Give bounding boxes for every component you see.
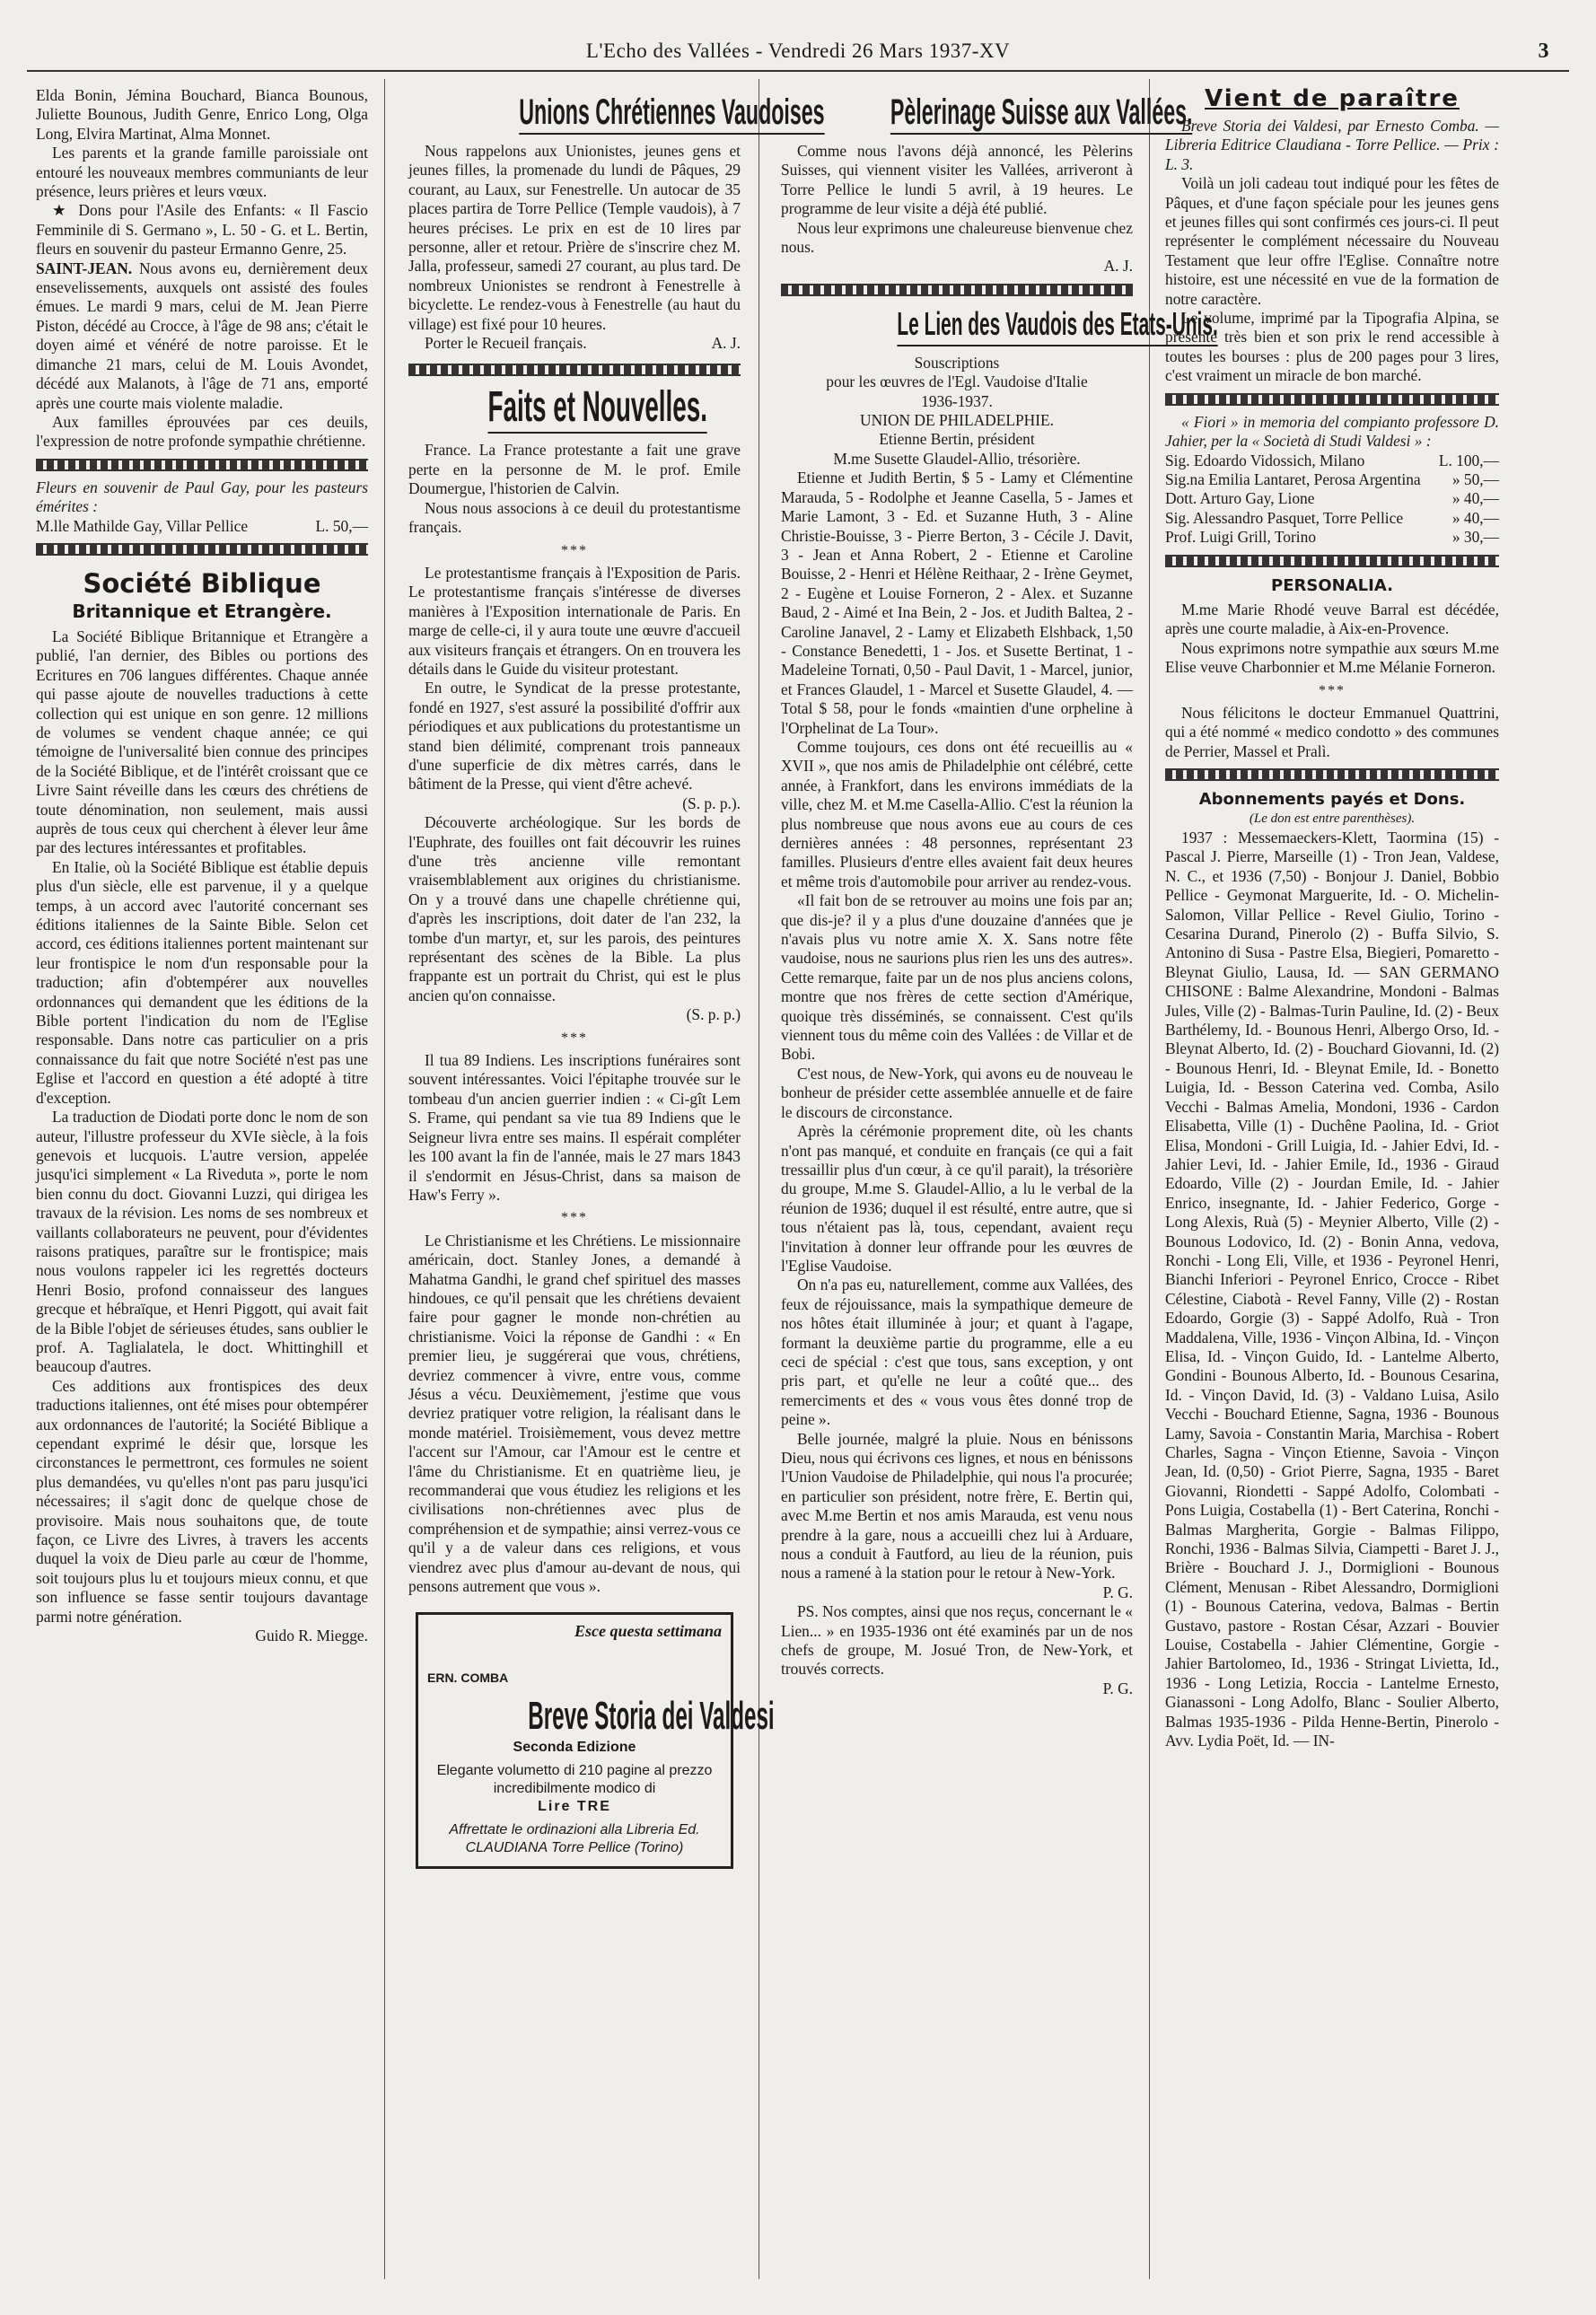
paragraph bbox=[36, 259, 368, 413]
article-title bbox=[781, 92, 1193, 135]
book-advertisement bbox=[416, 1612, 775, 1868]
paragraph-text: Nous avons eu, dernièrement deux ensevelissements, auxquels ont assisté des foules émues. Le mardi 9 mars, celui de M. Jean Pierre Piston, décédé au Crocce, à l'âge de 98 ans; c'était le doyen aimé et vénéré de notre paroisse. Et le dimanche 21 mars, celui de M. Louis Avondet, décédé aux Malanots, à l'âge de 71 ans, emporté après une courte mais violente maladie. bbox=[36, 259, 368, 412]
paragraph-text: Porter le Recueil français. bbox=[425, 334, 587, 353]
signature: A. J. bbox=[711, 334, 741, 353]
paragraph: Etienne et Judith Bertin, $ 5 - Lamy et Clémentine Marauda, 5 - Rodolphe et Jeanne Casella, 5 - James et Marie Lamont, 3 - Ed. et Suzanne Huth, 3 - Aline Christie-Bouisse, 3 - Pierre Berton, 3 - Cécile J. Davit, 3 - Jean et Anna Robert, 2 - Etienne et Caroline Bouisse, 2 - Henri et Hélène Reithaar, 2 - Irène Geymet, 2 - Eugène et Louise Forneron, 2 - Alex. et Suzanne Baud, 2 - Aimé et Ina Bein, 2 - Jos. et Judith Baltea, 2 - Caroline Janavel, 2 - Lamy et Elizabeth Elshback, 1,50 - Constance Benedetti, 1 - Jos. et Susette Bertinat, 1 - Madeleine Tornati, 0,50 - Paul Davit, 1 - Marcel, junior, et Frances Glaudel, 1 - Marcel et Susette Glaudel, 4. — Total $ 58, pour le fonds «maintien d'une orpheline à l'Orphelinat de La Tour». bbox=[781, 469, 1133, 737]
article-title: Société Biblique bbox=[83, 567, 321, 599]
paragraph: Il tua 89 Indiens. Les inscriptions funéraires sont souvent intéressantes. Voici l'épitaphe trouvée sur le tombeau d'un ancien guerrier indien : « Ci-gît Lem S. Frame, qui pendant sa vie tua 89 Indiens que le Seigneur livra entre ses mains. Il espérait compléter les 100 avant la fin de l'année, mais le 27 mars 1843 il s'endormit en Jésus-Christ, dans sa maison de Haw's Ferry ». bbox=[408, 1051, 741, 1204]
paragraph: On n'a pas eu, naturellement, comme aux Vallées, des feux de réjouissance, mais la sympathique demeure de nos hôtes était illuminée à jour; et quant à l'agape, formant la deuxième partie du programme, elle a eu ceci de spécial : c'est que tous, sans exception, y ont pris part, et qu'elle ne leur a coûté que... des remerciments et des « vous vous êtes donné trop de peine ». bbox=[781, 1276, 1133, 1429]
header-rule bbox=[27, 70, 1569, 72]
paragraph: Le protestantisme français à l'Exposition de Paris. Le protestantisme français s'intéresse de diverses manières à l'Exposition internationale de Paris. En marge de celle-ci, il y aura toute une œuvre d'accueil aux visiteurs français et étrangers. On en trouvera les détails dans le Guide du visiteur protestant. bbox=[408, 563, 741, 678]
paragraph: Comme toujours, ces dons ont été recueillis au « XVII », que nos amis de Philadelphie ont célébré, cette année, à Frankfort, dans les environs immédiats de la ville, chez M. et M.me Casella-Allio. C'est la réunion la plus nombreuse que nous avons eue au cours de ces dernières années : 48 personnes, représentant 23 familles. Plusieurs d'entre elles avaient fait deux heures et même trois d'automobile pour arriver au rendez-vous. bbox=[781, 737, 1133, 890]
donation-amount: » 50,— bbox=[1451, 469, 1499, 488]
donation-amount: » 40,— bbox=[1451, 489, 1499, 508]
subheading: UNION DE PHILADELPHIE. bbox=[860, 411, 1054, 430]
column-1 bbox=[36, 86, 368, 2261]
donation-amount: » 40,— bbox=[1451, 508, 1499, 527]
paragraph: Elda Bonin, Jémina Bouchard, Bianca Bounous, Juliette Bounous, Judith Genre, Enrico Long, Olga Long, Elvira Martinat, Alma Monnet. bbox=[36, 86, 368, 143]
ad-title bbox=[427, 1693, 775, 1739]
column-2 bbox=[408, 86, 825, 2261]
paragraph: Fleurs en souvenir de Paul Gay, pour les pasteurs émérites : bbox=[36, 478, 368, 516]
article-title bbox=[781, 303, 1218, 346]
paragraph: Ces additions aux frontispices des deux traductions italiennes, ont été mises pour obtempérer aux ordonnances de l'autorité; la Société Biblique a cependant exprimé le désir que, lorsque les circonstances le permettront, ces formules ne soient plus demandées, vu qu'elles n'ont pas paru jusqu'ici nécessaires; il s'agit donc de quelque chose de provisoire. Mais nous souhaitons que, de toute façon, ce Livre des Livres, à travers les accents duquel la voix de Dieu parle au cœur de l'homme, soit toujours plus lu et toujours mieux connu, et que son influence se fasse sentir toujours davantage parmi notre génération. bbox=[36, 1376, 368, 1626]
paragraph: PS. Nos comptes, ainsi que nos reçus, concernant le « Lien... » en 1935-1936 ont été examinés par un de nos chefs de groupe, M. Josué Tron, de New-York, et trouvés corrects. bbox=[781, 1602, 1133, 1679]
donor-name: Dott. Arturo Gay, Lione bbox=[1165, 489, 1315, 508]
paragraph: Nous rappelons aux Unionistes, jeunes gens et jeunes filles, la promenade du lundi de Pâques, 29 courant, au Laux, sur Fenestrelle. Un autocar de 35 places partira de Torre Pellice (Temple vaudois), à 7 heures précises. Le prix en est de 10 lires par personne, aller et retour. Prière de s'inscrire chez M. Jalla, professeur, samedi 27 courant, au plus tard. De nombreux Unionistes se rendront à Fenestrelle à bicyclette. Le rendez-vous à Fenestrelle (au haut du village) est fixé pour 10 heures. bbox=[408, 142, 741, 333]
donor-name: Sig. Edoardo Vidossich, Milano bbox=[1165, 451, 1365, 469]
source-note: (S. p. p.). bbox=[682, 794, 741, 812]
paragraph: Aux familles éprouvées par ces deuils, l'expression de notre profonde sympathie chrétienne. bbox=[36, 412, 368, 451]
ad-title-text: Breve Storia dei Valdesi bbox=[528, 1693, 775, 1738]
ad-edition: Seconda Edizione bbox=[513, 1739, 636, 1755]
ad-announcement: Esce questa settimana bbox=[574, 1622, 722, 1641]
header-title: L'Echo des Vallées - Vendredi 26 Mars 1937-XV bbox=[585, 39, 1011, 62]
paragraph: En outre, le Syndicat de la presse protestante, fondé en 1927, s'est assuré la possibilité d'offrir aux périodiques et aux publications du protestantisme un stand bien délimité, comprenant trois panneaux d'une superficie de dix mètres carrés, dans le bâtiment de la Presse, qui vient d'être achevé. bbox=[408, 679, 741, 794]
paragraph: Nous exprimons notre sympathie aux sœurs M.me Elise veuve Charbonnier et M.me Mélanie Forneron. bbox=[1165, 638, 1499, 677]
article-title bbox=[408, 383, 741, 434]
subheading: Souscriptions bbox=[914, 353, 1000, 372]
article-title bbox=[408, 92, 825, 135]
paragraph bbox=[408, 334, 741, 353]
ornamental-rule bbox=[1165, 768, 1499, 781]
paragraph: Le volume, imprimé par la Tipografia Alpina, se présente très bien et son prix le rend accessible à toutes les bourses : plus de 200 pages pour 3 lires, c'est vraiment un miracle de bon marché. bbox=[1165, 309, 1499, 385]
column-divider bbox=[384, 79, 385, 2279]
paragraph: Breve Storia dei Valdesi, par Ernesto Comba. — Libreria Editrice Claudiana - Torre Pellice. — Prix : L. 3. bbox=[1165, 117, 1499, 173]
paragraph: La traduction de Diodati porte donc le nom de son auteur, l'illustre professeur du XVIe siècle, à la fois genevois et lucquois. L'autre version, appelée jusqu'ici simplement « La Riveduta », porte le nom bien connu du doct. Giovanni Luzzi, qui dirigea les travaux de la révision. Les noms de ses nombreux et vaillants collaborateurs ne peuvent, pour d'évidentes raisons pratiques, paraître sur le frontispice; mais nous voulons rappeler ici les regrettés docteurs Henri Bosio, profond connaisseur des langues grecque et hébraïque, et Henri Piggott, qui avait fait de la Bible l'objet de sérieuses études, sans oublier le prof. A. Taglialatela, le doct. Whittinghill et beaucoup d'autres. bbox=[36, 1108, 368, 1376]
signature: Guido R. Miegge. bbox=[255, 1627, 368, 1645]
separator: *** bbox=[561, 542, 588, 558]
paragraph: M.me Marie Rhodé veuve Barral est décédée, après une courte maladie, à Aix-en-Provence. bbox=[1165, 600, 1499, 638]
section-title: Abonnements payés et Dons. bbox=[1198, 790, 1466, 810]
subheading: M.me Susette Glaudel-Allio, trésorière. bbox=[833, 449, 1081, 468]
title-text: Le Lien des Vaudois des Etats-Unis. bbox=[897, 303, 1217, 346]
paragraph: Belle journée, malgré la pluie. Nous en bénissons Dieu, nous qui écrivons ces lignes, et nous en bénissons l'Union Vaudoise de Philadelphie, qui nous l'a procurée; en particulier son président, notre frère, E. Bertin qui, avec M.me Bertin et nos amis Marauda, est venu nous prendre à la gare, nous a accueilli chez lui à Arduare, nous a conduit à Fautford, au lieu de la réunion, puis nous a ramené à la station pour le retour à New-York. bbox=[781, 1429, 1133, 1583]
page-header bbox=[36, 39, 1560, 65]
page-number: 3 bbox=[1538, 39, 1549, 63]
section-subtitle: (Le don est entre parenthèses). bbox=[1249, 811, 1416, 826]
donation-amount: » 30,— bbox=[1451, 528, 1499, 547]
paragraph: « Fiori » in memoria del compianto professore D. Jahier, per la « Società di Studi Valdesi » : bbox=[1165, 412, 1499, 451]
section-title: PERSONALIA. bbox=[1271, 575, 1393, 595]
donation-table bbox=[1165, 452, 1499, 548]
ad-order-info: Affrettate le ordinazioni alla Libreria Ed. CLAUDIANA Torre Pellice (Torino) bbox=[449, 1821, 700, 1855]
ad-author: ERN. COMBA bbox=[427, 1670, 509, 1686]
signature: P. G. bbox=[1102, 1583, 1133, 1601]
paragraph: France. La France protestante a fait une grave perte en la personne de M. le prof. Emile Doumergue, l'historien de Calvin. bbox=[408, 441, 741, 498]
source-note: (S. p. p.) bbox=[686, 1005, 741, 1024]
ornamental-rule bbox=[36, 459, 368, 471]
subheading: pour les œuvres de l'Egl. Vaudoise d'Italie bbox=[826, 373, 1088, 391]
place-label: SAINT-JEAN. bbox=[36, 259, 133, 277]
paragraph: Le Christianisme et les Chrétiens. Le missionnaire américain, doct. Stanley Jones, a demandé à Mahatma Gandhi, le grand chef spirituel des masses hindoues, ce qu'il pensait que les chrétiens devaient faire pour gagner le monde non-chrétien au christianisme. Voici la réponse de Gandhi : « En premier lieu, je suggérerai que vous, chrétiens, devriez commencer à vivre, entre vous, comme Jésus a vécu. Deuxièmement, j'estime que vous devriez pratiquer votre religion, la réalisant dans le monde matériel. Troisièmement, vous devez mettre l'accent sur l'Amour, car l'Amour est le centre et l'âme du Christianisme. Et en quatrième lieu, je recommanderai que vous étudiez les religions et les civilisations non-chrétiennes avec plus de compréhension et de sympathie; ainsi verrez-vous ce qu'il y a de valeur dans ces religions, et vous viendrez avec plus d'amour au-devant de nous, qui pensons autrement que vous ». bbox=[408, 1231, 741, 1596]
ornamental-rule bbox=[1165, 393, 1499, 406]
paragraph: La Société Biblique Britannique et Etrangère a publié, l'an dernier, des Bibles ou portions des Ecritures en 706 langues différentes. Chaque année qui passe ajoute de nouvelles traductions à cette collection qui est unique en son genre. 12 millions de volumes se vendent chaque année; ce qui témoigne de l'universalité bien connue des principes de la Société Biblique, et de l'intérêt croissant que ce Livre Saint réveille dans les cœurs des chrétiens de toute dénomination, non seulement, mais aussi auprès de tous ceux qui cherchent à élever leur âme par des lectures intéressantes et profitables. bbox=[36, 627, 368, 857]
donor-name: Sig. Alessandro Pasquet, Torre Pellice bbox=[1165, 508, 1404, 527]
paragraph: 1937 : Messemaeckers-Klett, Taormina (15) - Pascal J. Pierre, Marseille (1) - Tron Jean, Valdese, N. C., et 1936 (7,50) - Bonjour J. Daniel, Bobbio Pellice - Geymonat Marguerite, Id. - O. Michelin-Salomon, Villar Pellice - Revel Giulio, Torino - Cesarina Durand, Pinerolo (2) - Buffa Silvio, S. Antonino di Susa - Pastre Elsa, Biegieri, Pomaretto - Bleynat Giulio, Lausa, Id. — SAN GERMANO CHISONE : Balme Alexandrine, Mondoni - Balmas Jules, Ville (2) - Balmas-Turin Pauline, Id. (2) - Beux Barthélemy, Id. - Bounous Henri, Albergo Orso, Id. - Bleynat Alberto, Id. (2) - Bouchard Giovanni, Id. (2) - Bounous Henri, Id. - Bleynat Emile, Id. - Bonetto Luigia, Id. - Besson Caterina ved. Comba, Asilo Vecchi - Balmas Amelia, Mondoni, 1936 - Cardon Elisabetta, Ville (1) - Duchêne Paolina, Id. - Griot Elisa, Mondoni - Grill Luigia, Id. - Jahier Edvi, Id. - Jahier Levi, Id. - Jahier Emile, Id., 1936 - Giraud Edoardo, Ville (2) - Jourdan Emile, Id. - Jahier Enrico, insegnante, Id. - Jahier Federico, Gorge - Long Alexis, Ruà (5) - Meynier Alberto, Ville (2) - Bounous Lodovico, Id. (2) - Bonin Anna, vedova, Ronchi - Long Eli, Ville, et 1936 - Peyronel Henri, Bianchi Inferiori - Peyronel Enrico, Crocce - Ribet Célestine, Ciabotà - Revel Fanny, Ville (2) - Rostan Edoardo, Gorgie (3) - Sappé Adolfo, Ruà - Tron Maddalena, Ville, 1936 - Vinçon Albina, Id. - Vinçon Elisa, Id. - Vinçon Guido, Id. - Lantelme Alberto, Gondini - Bounous Alberto, Id. - Bounous Cesarina, Id. - Vinçon David, Id. (3) - Valdano Luisa, Asilo Vecchi - Bouchard Etienne, Sagna, 1936 - Bounous Lamy, Savoia - Constantin Maria, Marchisa - Robert Charles, Sagna - Vinçon Etienne, Savoia - Vinçon Jean, Id. (0,50) - Griot Pierre, Sagna, 1935 - Baret Giovanni, Riondetti - Sappé Adolfo, Colombati - Pons Luigia, Costabella (1) - Bert Caterina, Ronchi - Balmas Margherita, Gorgie - Balmas Filippo, Ronchi, 1936 - Balmas Silvia, Ciampetti - Baret J. J., Brière - Bouchard J. J., Dormiglioni - Bounous Clément, Menusan - Ribet Alessandro, Dormiglioni (1) - Bounous Caterina, vedova, Balmas - Bertin Gustavo, pastore - Rostan César, Azzari - Bouvier Louise, Costabella - Jahier Clémentine, Gorgie - Jahier Bartolomeo, Id., 1936 - Stringat Livietta, Id., 1936 - Long Letizia, Roccia - Lantelme Ernesto, Gianassoni - Long Adolfo, Blanc - Soulier Alberto, Balmas 1935-1936 - Pilda Henne-Bertin, Pinerolo - Avv. Lydia Poët, Id. — IN- bbox=[1165, 829, 1499, 1750]
paragraph: «Il fait bon de se retrouver au moins une fois par an; que dis-je? il y a plus d'une douzaine d'années que je n'avais plus vu notre amie X. X. Sans notre fête vaudoise, nous ne saurions plus rien les uns des autres». Cette remarque, faite par un de nos plus anciens colons, montre que nos frères de cette section d'Amérique, quoique très disséminés, se connaissent. C'est qu'ils viennent tous du même coin des Vallées : de Villar et de Bobi. bbox=[781, 891, 1133, 1064]
title-text: Faits et Nouvelles. bbox=[488, 383, 707, 434]
subheading: Etienne Bertin, président bbox=[879, 430, 1035, 449]
column-divider bbox=[1149, 79, 1150, 2279]
donor-name: M.lle Mathilde Gay, Villar Pellice bbox=[36, 516, 249, 535]
article-subtitle: Britannique et Etrangère. bbox=[72, 600, 332, 622]
column-3 bbox=[781, 86, 1218, 2261]
paragraph: C'est nous, de New-York, qui avons eu de nouveau le bonheur de présider cette assemblée annuelle et de faire le discours de circonstance. bbox=[781, 1064, 1133, 1121]
ad-description: Elegante volumetto di 210 pagine al prezzo incredibilmente modico di bbox=[436, 1762, 713, 1796]
donor-name: Prof. Luigi Grill, Torino bbox=[1165, 528, 1317, 547]
paragraph: Nous nous associons à ce deuil du protestantisme français. bbox=[408, 498, 741, 537]
paragraph: Après la cérémonie proprement dite, où les chants n'ont pas manqué, et conduite en français (ce qui a fait tressaillir plus d'un cœur, à ce qu'il parait), la trésorière du groupe, M.me S. Glaudel-Allio, a lu le verbal de la réunion de 1936; duquel il est résulté, entre autre, que si tous n'étaient pas là, tous, cependant, avaient reçu l'invitation à donner leur offrande pour les œuvres de l'Eglise Vaudoise. bbox=[781, 1122, 1133, 1275]
subheading: 1936-1937. bbox=[921, 391, 993, 410]
ornamental-rule bbox=[781, 284, 1133, 296]
donor-name: Sig.na Emilia Lantaret, Perosa Argentina bbox=[1165, 469, 1421, 488]
paragraph: Nous leur exprimons une chaleureuse bienvenue chez nous. bbox=[781, 218, 1133, 257]
ornamental-rule bbox=[1165, 555, 1499, 567]
signature: P. G. bbox=[1102, 1679, 1133, 1697]
signature: A. J. bbox=[1103, 257, 1133, 276]
paragraph: ★ Dons pour l'Asile des Enfants: « Il Fascio Femminile di S. Germano », L. 50 - G. et L. Bertin, fleurs en souvenir du pasteur Ermanno Genre, 25. bbox=[36, 201, 368, 259]
article-title: Vient de paraître bbox=[1205, 85, 1460, 112]
title-text: Pèlerinage Suisse aux Vallées. bbox=[890, 92, 1193, 135]
separator: *** bbox=[1319, 682, 1346, 698]
donation-table bbox=[36, 517, 368, 536]
donation-amount: L. 100,— bbox=[1438, 451, 1499, 469]
paragraph: Nous félicitons le docteur Emmanuel Quattrini, qui a été nommé « medico condotto » des communes de Perrier, Massel et Pralì. bbox=[1165, 703, 1499, 760]
separator: *** bbox=[561, 1030, 588, 1046]
donation-amount: L. 50,— bbox=[315, 516, 368, 535]
ad-price: Lire TRE bbox=[538, 1798, 611, 1814]
paragraph: Comme nous l'avons déjà annoncé, les Pèlerins Suisses, qui viennent visiter les Vallées, arriveront à Torre Pellice le lundi 5 avril, à 19 heures. Le programme de leur visite a déjà été publié. bbox=[781, 142, 1133, 218]
paragraph: Découverte archéologique. Sur les bords de l'Euphrate, des fouilles ont fait découvrir les ruines d'une très ancienne ville remontant vraisemblablement aux origines du christianisme. On y a trouvé dans une chapelle chrétienne qui, d'après les inscriptions, doit dater de l'an 232, la tombe d'un martyr, et, sur les parois, des peintures représentant des scènes de la Bible. La plus frappante est un portrait du Christ, qui est le plus ancien qu'on connaisse. bbox=[408, 813, 741, 1004]
ornamental-rule bbox=[36, 543, 368, 556]
title-text: Unions Chrétiennes Vaudoises bbox=[519, 92, 824, 135]
paragraph: En Italie, où la Société Biblique est établie depuis plus d'un siècle, elle est parvenue, il y a quelque temps, à un accord avec l'autorité concernant ses éditions italiennes de la Sainte Bible. Selon cet accord, ces éditions italiennes portent maintenant sur leur frontispice le nom d'un responsable pour la traduction; afin d'obtempérer aux nouvelles ordonnances qui demandent que les éditions de la Bible portent l'indication du nom de l'Eglise responsable. Dans notre cas particulier on a pris connaissance du fait que notre Société n'est pas une Eglise et l'accord en question a été adopté à titre d'exception. bbox=[36, 857, 368, 1107]
paragraph: Voilà un joli cadeau tout indiqué pour les fêtes de Pâques, et d'une façon spéciale pour les jeunes gens et jeunes filles qui sont confirmés ces jours-ci. Il peut représenter le complément nécessaire du Nouveau Testament que leur offre l'Eglise. Connaître notre histoire, est une nécessité en vue de la formation de notre caractère. bbox=[1165, 174, 1499, 308]
column-4 bbox=[1165, 86, 1499, 2261]
paragraph: Les parents et la grande famille paroissiale ont entouré les nouveaux membres communiants de leur présence, leurs prières et leurs vœux. bbox=[36, 144, 368, 201]
ornamental-rule bbox=[408, 364, 741, 376]
separator: *** bbox=[561, 1210, 588, 1226]
